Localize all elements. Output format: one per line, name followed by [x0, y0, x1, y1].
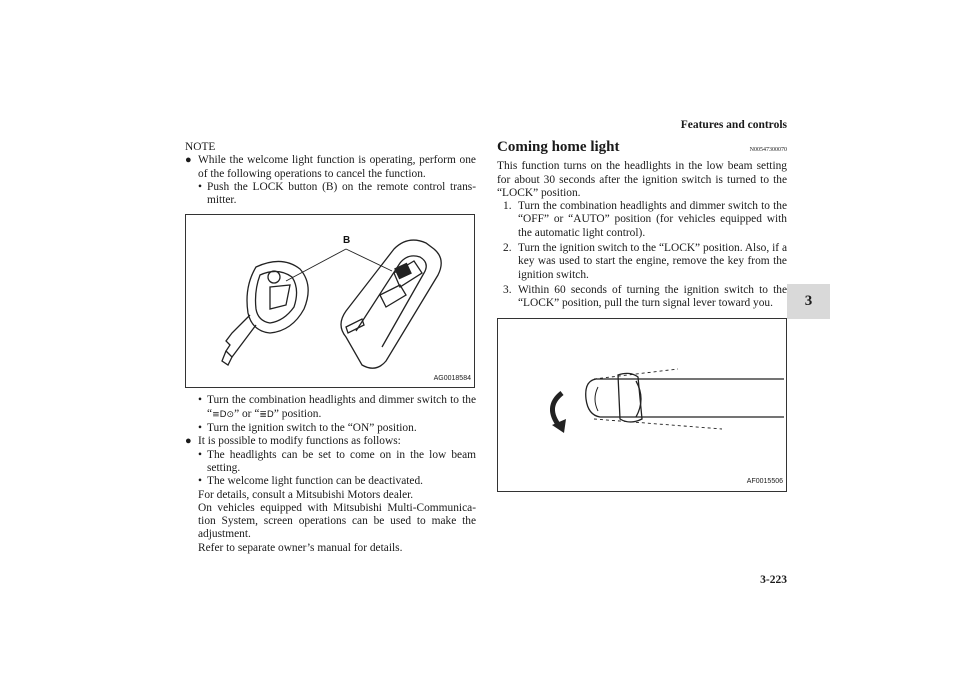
note-sub-3-text: Turn the ignition switch to the “ON” position. [207, 422, 417, 435]
headlight-icon: ≣D [259, 409, 274, 420]
note-sub-1-text: Push the LOCK button (B) on the remote control trans-mitter. [207, 180, 476, 207]
step-3 [497, 284, 787, 311]
note-para-2: On vehicles equipped with Mitsubishi Multi-Communica-tion System, screen operations can be used to make the adjustment. [198, 501, 476, 541]
figure-label-b: B [343, 235, 351, 247]
step-number: 2. [503, 242, 512, 255]
note-heading: NOTE [185, 141, 216, 153]
running-header: Features and controls [680, 119, 787, 131]
right-column [497, 141, 787, 492]
note-bullet-2 [185, 435, 476, 448]
note-sub-1: • Push the LOCK button (B) on the remote control trans-mitter. [198, 180, 476, 207]
left-column [185, 141, 476, 555]
remote-key-illustration [186, 215, 474, 387]
note-bullet-2-text: It is possible to modify functions as follows: [198, 435, 401, 448]
chapter-tab: 3 [787, 284, 830, 319]
note-para-3: Refer to separate owner’s manual for details. [198, 541, 403, 554]
note-sub-2-mid: ” or “ [234, 407, 260, 420]
section-code: N00547300070 [749, 147, 787, 153]
note-sub-3: • Turn the ignition switch to the “ON” position. [198, 422, 417, 435]
remote-key-figure [185, 214, 475, 388]
bullet-icon: ● [185, 435, 192, 448]
note-bullet-1 [185, 154, 476, 181]
figure-code: AG0018584 [433, 375, 471, 383]
note-sub-2-suffix: ” position. [273, 407, 322, 420]
section-title [497, 141, 787, 157]
bullet-icon: ● [185, 154, 192, 167]
lever-illustration [498, 319, 786, 491]
page-number: 3-223 [760, 574, 787, 586]
step-text: Turn the ignition switch to the “LOCK” position. Also, if a key was used to start the engine, remove the key from the ignition switch. [518, 242, 787, 281]
note-sub-4-text: The headlights can be set to come on in the low beam setting. [207, 448, 476, 474]
step-1 [497, 200, 787, 240]
note-para-1: For details, consult a Mitsubishi Motors dealer. [198, 488, 414, 501]
parking-light-icon: ≡D⊙ [212, 409, 235, 420]
note-sub-2-prefix: Turn the combination headlights and dimmer switch to the “ [207, 394, 476, 420]
note-sub-4: • The headlights can be set to come on in the low beam setting. [198, 448, 476, 474]
note-sub-5: • The welcome light function can be deactivated. [198, 475, 424, 488]
step-text: Turn the combination headlights and dimmer switch to the “OFF” or “AUTO” position (for vehicles equipped with the automatic light control). [518, 200, 787, 239]
step-number: 1. [503, 200, 512, 213]
step-number: 3. [503, 283, 512, 296]
step-text: Within 60 seconds of turning the ignition switch to the “LOCK” position, pull the turn signal lever toward you. [518, 283, 787, 310]
step-2 [497, 242, 787, 282]
intro-text: This function turns on the headlights in the low beam setting for about 30 seconds after the ignition switch is turned to the “LOCK” position. [497, 160, 787, 199]
turn-signal-lever-figure [497, 318, 787, 492]
figure-code: AF0015506 [746, 478, 783, 486]
note-sub-2: • Turn the combination headlights and dimmer switch to the “≡D⊙” or “≣D” position. [198, 394, 476, 420]
section-title-text: Coming home light [497, 139, 620, 155]
note-sub-5-text: The welcome light function can be deactivated. [207, 475, 424, 488]
note-bullet-1-text: While the welcome light function is operating, perform one of the following operations to cancel the function. [198, 154, 476, 180]
